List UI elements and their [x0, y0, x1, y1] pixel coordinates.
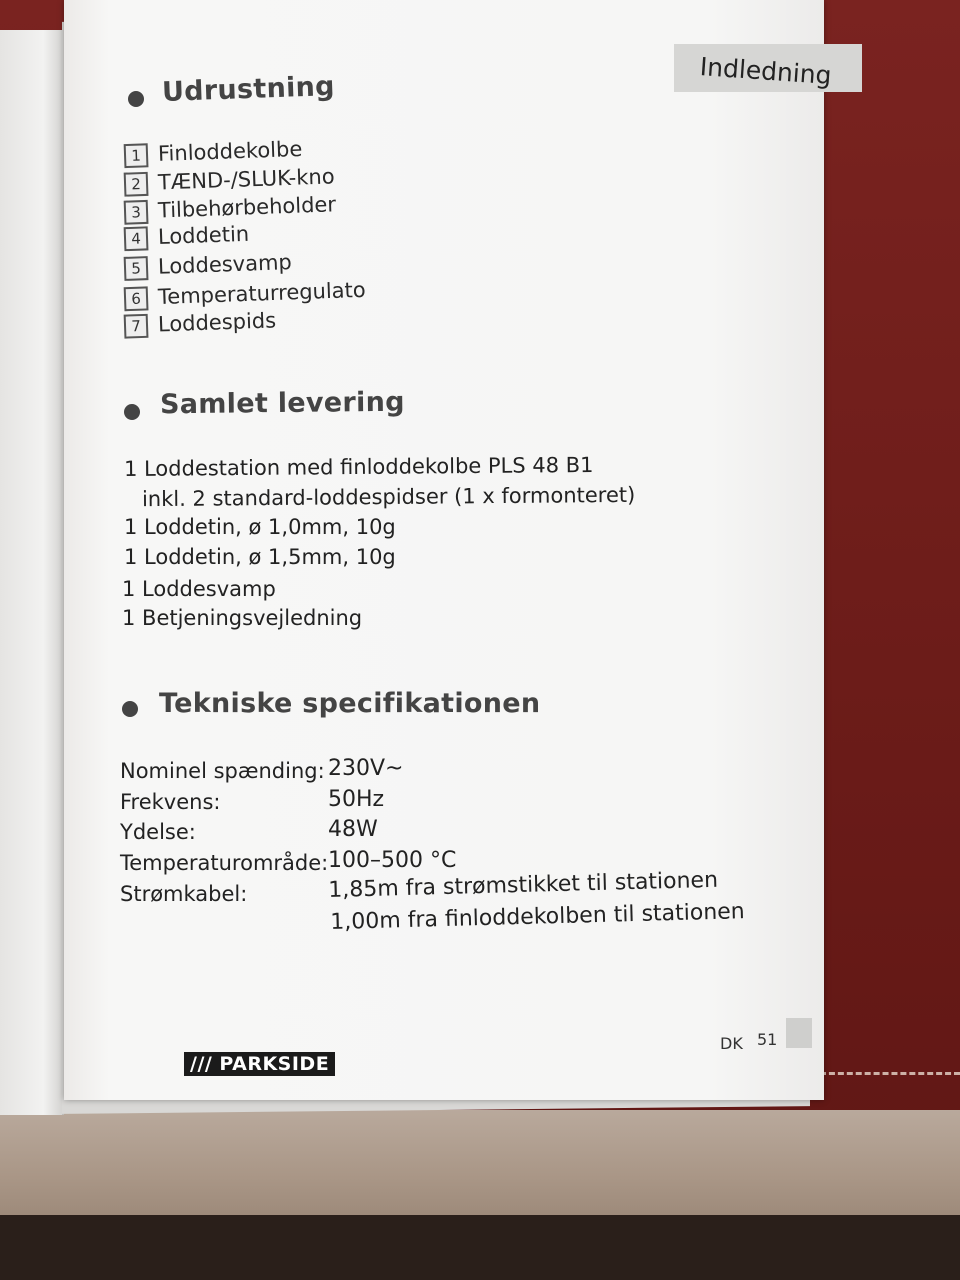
leather-stitching: [820, 1072, 960, 1075]
equipment-item: [124, 308, 277, 338]
bullet-icon: [128, 91, 144, 107]
spec-value: 1,85m fra strømstikket til stationen: [328, 867, 719, 903]
equipment-item: [124, 278, 366, 311]
chapter-header: Indledning: [698, 52, 833, 91]
item-number: 1: [124, 143, 149, 168]
page-number: 51: [757, 1030, 778, 1049]
spec-label: Strømkabel:: [120, 882, 248, 906]
section-title-specs: Tekniske specifikationen: [159, 688, 541, 719]
delivery-line: inkl. 2 standard-loddespidser (1 x formonteret): [141, 482, 636, 512]
item-label: TÆND-/SLUK-kno: [157, 164, 335, 195]
parkside-logo: /// PARKSIDE: [184, 1052, 335, 1076]
delivery-line: 1 Betjeningsvejledning: [122, 606, 363, 630]
item-label: Tilbehørbeholder: [157, 192, 337, 223]
item-label: Loddesvamp: [157, 250, 293, 279]
wood-shadow: [0, 1215, 960, 1280]
item-label: Finloddekolbe: [157, 136, 303, 166]
equipment-item: [124, 250, 293, 281]
spec-label: Ydelse:: [120, 820, 196, 844]
delivery-line: 1 Loddetin, ø 1,0mm, 10g: [124, 515, 396, 539]
spec-label: Temperaturområde:: [120, 851, 329, 875]
section-title-equipment: Udrustning: [161, 70, 336, 109]
spec-value: 50Hz: [328, 787, 385, 812]
item-label: Loddetin: [157, 221, 250, 249]
manual-page: [64, 0, 833, 1100]
footer-language: DK: [720, 1034, 743, 1053]
left-page-edge: [0, 30, 64, 1115]
item-number: 2: [124, 172, 149, 197]
bullet-icon: [124, 404, 140, 420]
delivery-line: 1 Loddetin, ø 1,5mm, 10g: [124, 545, 396, 569]
page-tab-marker: [786, 1018, 812, 1048]
delivery-line: 1 Loddesvamp: [122, 577, 276, 601]
equipment-item: [124, 192, 337, 224]
spec-value: 100–500 °C: [328, 848, 457, 873]
bullet-icon: [122, 701, 138, 717]
equipment-item: [124, 137, 303, 168]
spec-label: Frekvens:: [120, 790, 221, 814]
item-number: 7: [124, 314, 149, 339]
equipment-item: [124, 164, 335, 196]
spec-label: Nominel spænding:: [120, 759, 325, 783]
item-number: 4: [124, 226, 149, 251]
spec-value: 230V~: [328, 756, 404, 781]
equipment-item: [124, 222, 250, 251]
item-number: 3: [124, 200, 149, 225]
section-title-delivery: Samlet levering: [159, 386, 405, 421]
item-number: 6: [124, 286, 149, 311]
item-label: Loddespids: [157, 308, 277, 337]
item-label: Temperaturregulato: [157, 277, 367, 310]
delivery-line: 1 Loddestation med finloddekolbe PLS 48 B1: [123, 452, 594, 482]
spec-value: 1,00m fra finloddekolben til stationen: [330, 899, 746, 935]
item-number: 5: [124, 256, 149, 281]
spec-value: 48W: [328, 817, 378, 842]
